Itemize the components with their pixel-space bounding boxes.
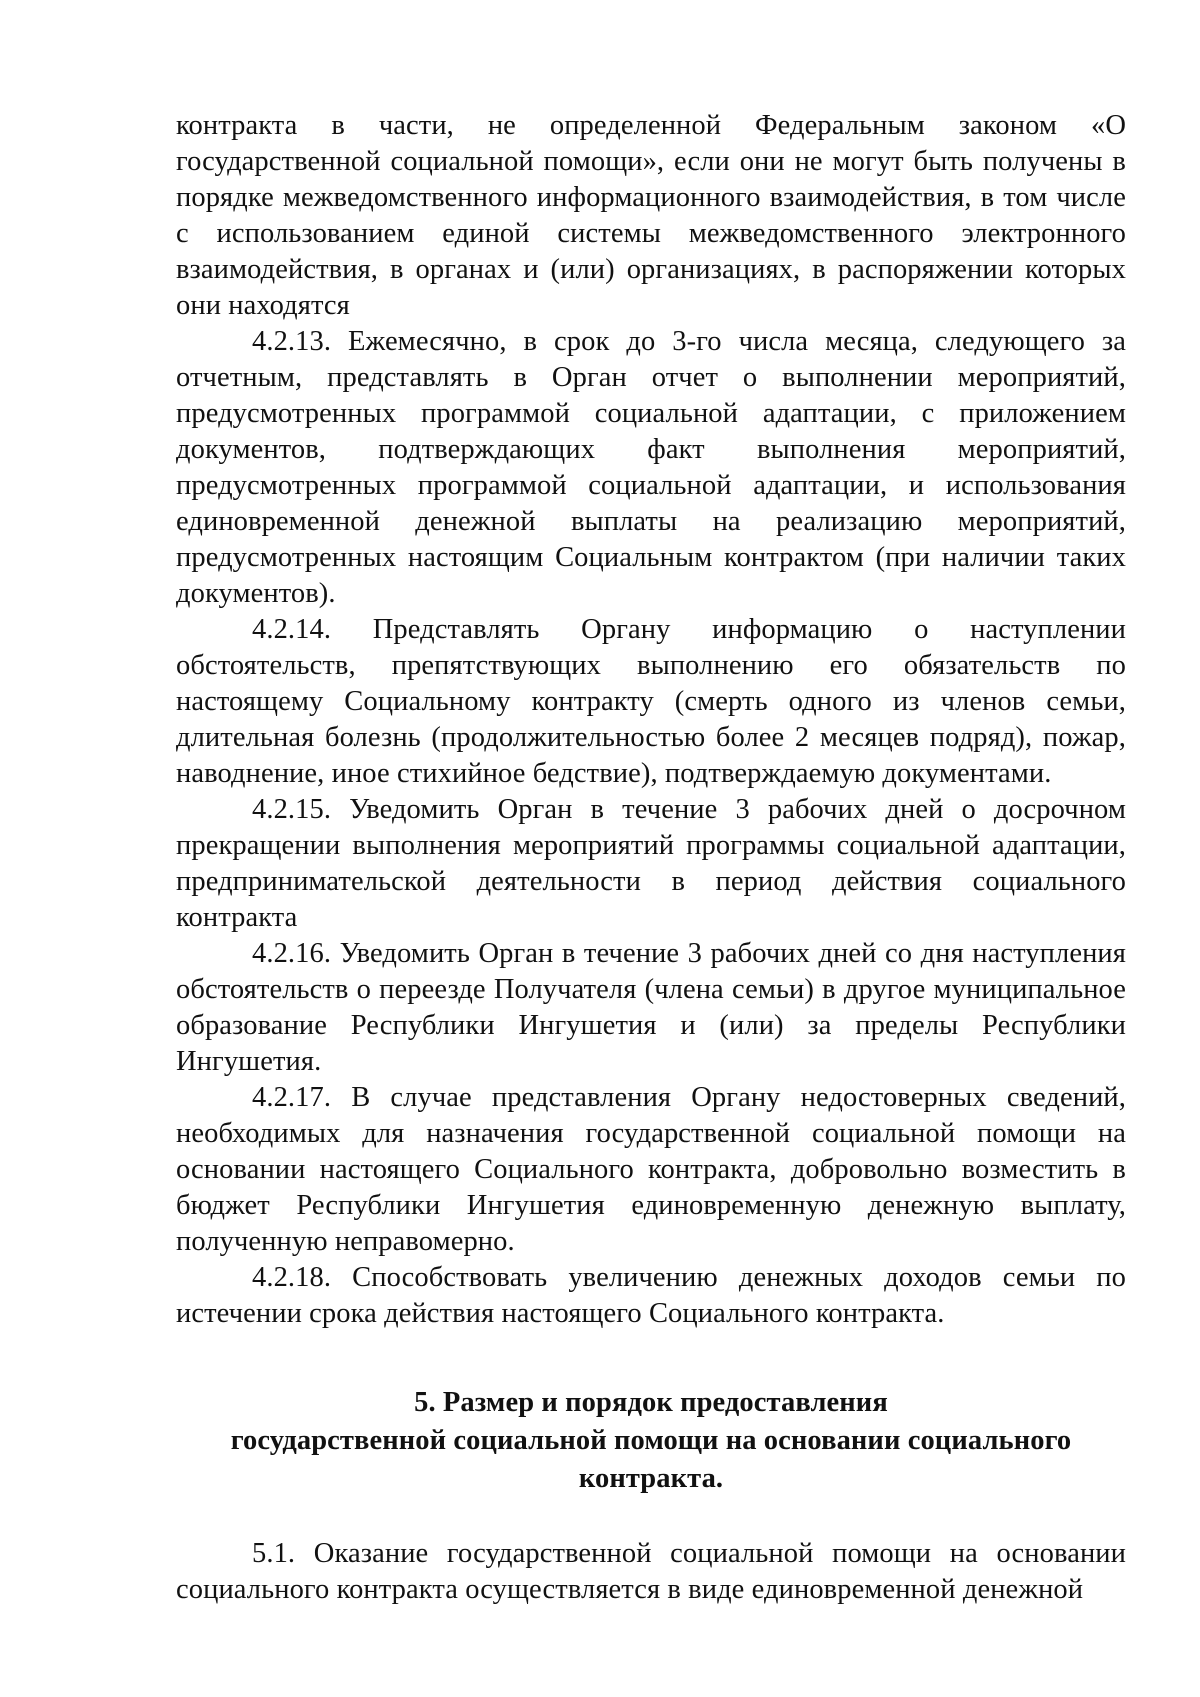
paragraph-5-1: 5.1. Оказание государственной социальной помощи на основании социального контракта осуществляется в виде единовременной денежной — [176, 1538, 1126, 1605]
paragraph-4-2-16: 4.2.16. Уведомить Орган в течение 3 рабочих дней со дня наступления обстоятельств о переезде Получателя (члена семьи) в другое муниципальное образование Республики Ингушетия и (или) за пределы Республики Ингушетия. — [176, 938, 1126, 1077]
section-heading-line-3: контракта. — [578, 1463, 724, 1494]
paragraph-4-2-15: 4.2.15. Уведомить Орган в течение 3 рабочих дней о досрочном прекращении выполнения мероприятий программы социальной адаптации, предпринимательской деятельности в период действия социального контракта — [176, 794, 1126, 933]
section-5-heading — [176, 1384, 1126, 1498]
section-heading-line-1: 5. Размер и порядок предоставления — [414, 1387, 888, 1418]
paragraph-4-2-18: 4.2.18. Способствовать увеличению денежных доходов семьи по истечении срока действия настоящего Социального контракта. — [176, 1262, 1126, 1329]
paragraph-4-2-17: 4.2.17. В случае представления Органу недостоверных сведений, необходимых для назначения государственной социальной помощи на основании настоящего Социального контракта, добровольно возместить в бюджет Республики Ингушетия единовременную денежную выплату, полученную неправомерно. — [176, 1082, 1126, 1257]
section-heading-line-2: государственной социальной помощи на основании социального — [230, 1425, 1072, 1456]
paragraph-4-2-14: 4.2.14. Представлять Органу информацию о наступлении обстоятельств, препятствующих выполнению его обязательств по настоящему Социальному контракту (смерть одного из членов семьи, длительная болезнь (продолжительностью более 2 месяцев подряд), пожар, наводнение, иное стихийное бедствие), подтверждаемую документами. — [176, 614, 1126, 789]
paragraph-4-2-13: 4.2.13. Ежемесячно, в срок до 3-го числа месяца, следующего за отчетным, представлять в Орган отчет о выполнении мероприятий, предусмотренных программой социальной адаптации, с приложением документов, подтверждающих факт выполнения мероприятий, предусмотренных программой социальной адаптации, и использования единовременной денежной выплаты на реализацию мероприятий, предусмотренных настоящим Социальным контрактом (при наличии таких документов). — [176, 326, 1126, 609]
document-page — [176, 108, 1126, 1608]
paragraph-continuation: контракта в части, не определенной Федеральным законом «О государственной социальной помощи», если они не могут быть получены в порядке межведомственного информационного взаимодействия, в том числе с использованием единой системы межведомственного электронного взаимодействия, в органах и (или) организациях, в распоряжении которых они находятся — [176, 110, 1126, 321]
